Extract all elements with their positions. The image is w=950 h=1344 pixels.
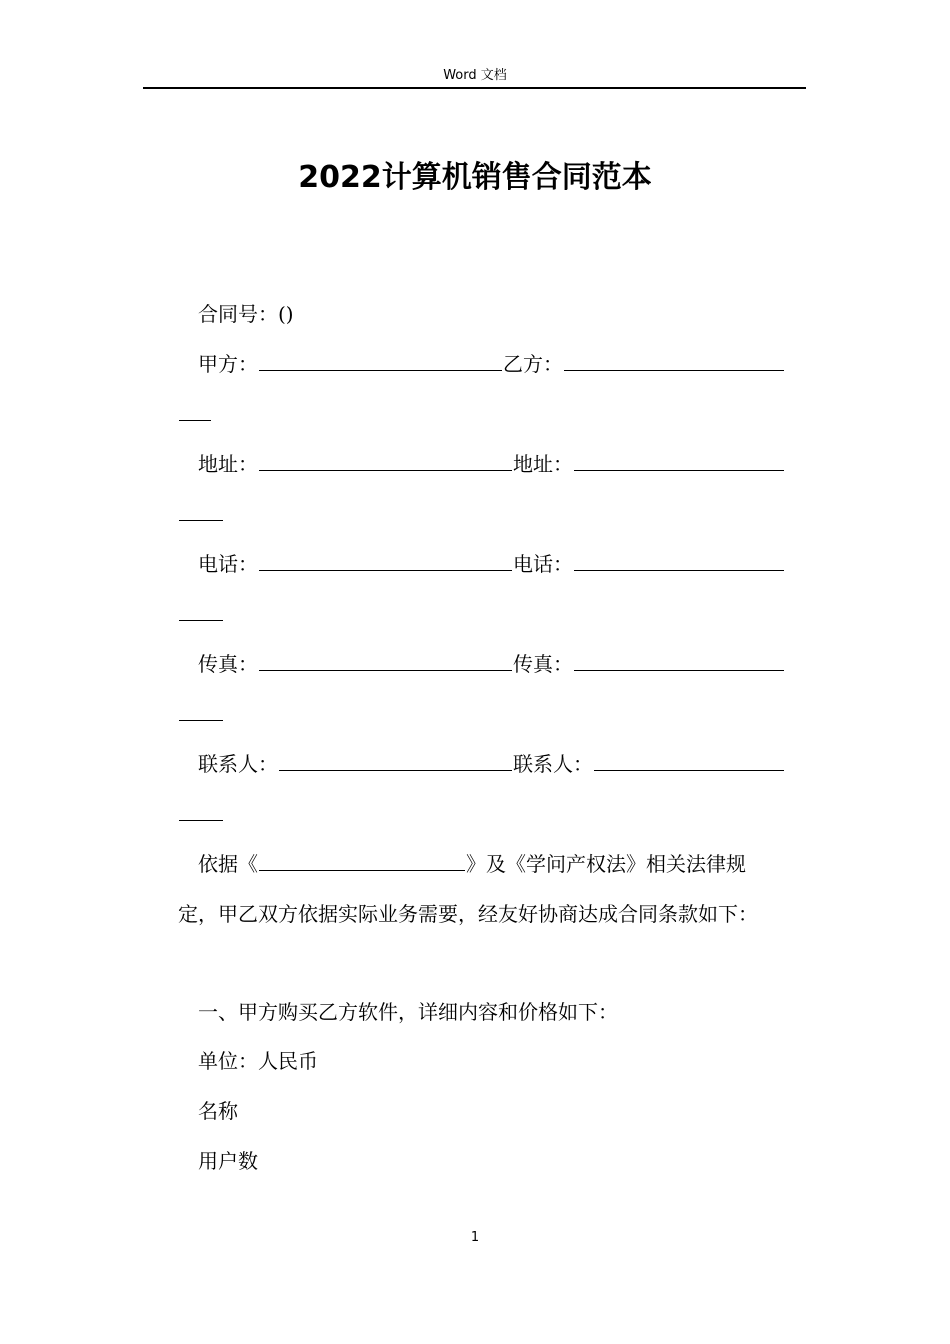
contact-a-blank[interactable] <box>279 750 512 771</box>
party-row <box>198 350 785 378</box>
phone-b-label: 电话： <box>513 552 573 576</box>
fax-b-blank-continued[interactable] <box>179 700 223 721</box>
phone-row <box>198 550 785 578</box>
header-divider <box>143 87 806 89</box>
basis-line-2: 定，甲乙双方依据实际业务需要，经友好协商达成合同条款如下： <box>178 902 758 926</box>
address-b-label: 地址： <box>513 452 573 476</box>
phone-a-blank[interactable] <box>259 550 512 571</box>
address-a-blank[interactable] <box>259 450 512 471</box>
party-a-blank[interactable] <box>259 350 502 371</box>
party-b-blank[interactable] <box>564 350 784 371</box>
contact-a-label: 联系人： <box>198 752 278 776</box>
fax-b-label: 传真： <box>513 652 573 676</box>
law-name-blank[interactable] <box>259 850 465 871</box>
basis-suffix: 》及《学问产权法》相关法律规 <box>466 852 746 876</box>
fax-a-blank[interactable] <box>259 650 512 671</box>
fax-a-label: 传真： <box>198 652 258 676</box>
contract-number: 合同号：() <box>198 302 294 326</box>
contact-b-blank[interactable] <box>594 750 784 771</box>
address-row-continuation <box>178 500 224 528</box>
item-name-label: 名称 <box>198 1099 238 1123</box>
clause-1: 一、甲方购买乙方软件，详细内容和价格如下： <box>198 1000 618 1024</box>
phone-b-blank[interactable] <box>574 550 784 571</box>
party-b-label: 乙方： <box>503 352 563 376</box>
fax-row-continuation <box>178 700 224 728</box>
user-count-label: 用户数 <box>198 1149 258 1173</box>
contact-row <box>198 750 785 778</box>
address-a-label: 地址： <box>198 452 258 476</box>
basis-prefix: 依据《 <box>198 852 258 876</box>
currency-unit: 单位：人民币 <box>198 1049 318 1073</box>
contact-row-continuation <box>178 800 224 828</box>
phone-a-label: 电话： <box>198 552 258 576</box>
phone-row-continuation <box>178 600 224 628</box>
party-a-label: 甲方： <box>198 352 258 376</box>
party-b-blank-continued[interactable] <box>179 400 211 421</box>
party-row-continuation <box>178 400 212 428</box>
contact-b-blank-continued[interactable] <box>179 800 223 821</box>
fax-row <box>198 650 785 678</box>
phone-b-blank-continued[interactable] <box>179 600 223 621</box>
contact-b-label: 联系人： <box>513 752 593 776</box>
address-row <box>198 450 785 478</box>
address-b-blank[interactable] <box>574 450 784 471</box>
page-header: Word 文档 <box>443 68 507 83</box>
address-b-blank-continued[interactable] <box>179 500 223 521</box>
page-number: 1 <box>470 1230 480 1245</box>
basis-line-1 <box>198 850 746 878</box>
document-title: 2022计算机销售合同范本 <box>298 160 652 195</box>
fax-b-blank[interactable] <box>574 650 784 671</box>
